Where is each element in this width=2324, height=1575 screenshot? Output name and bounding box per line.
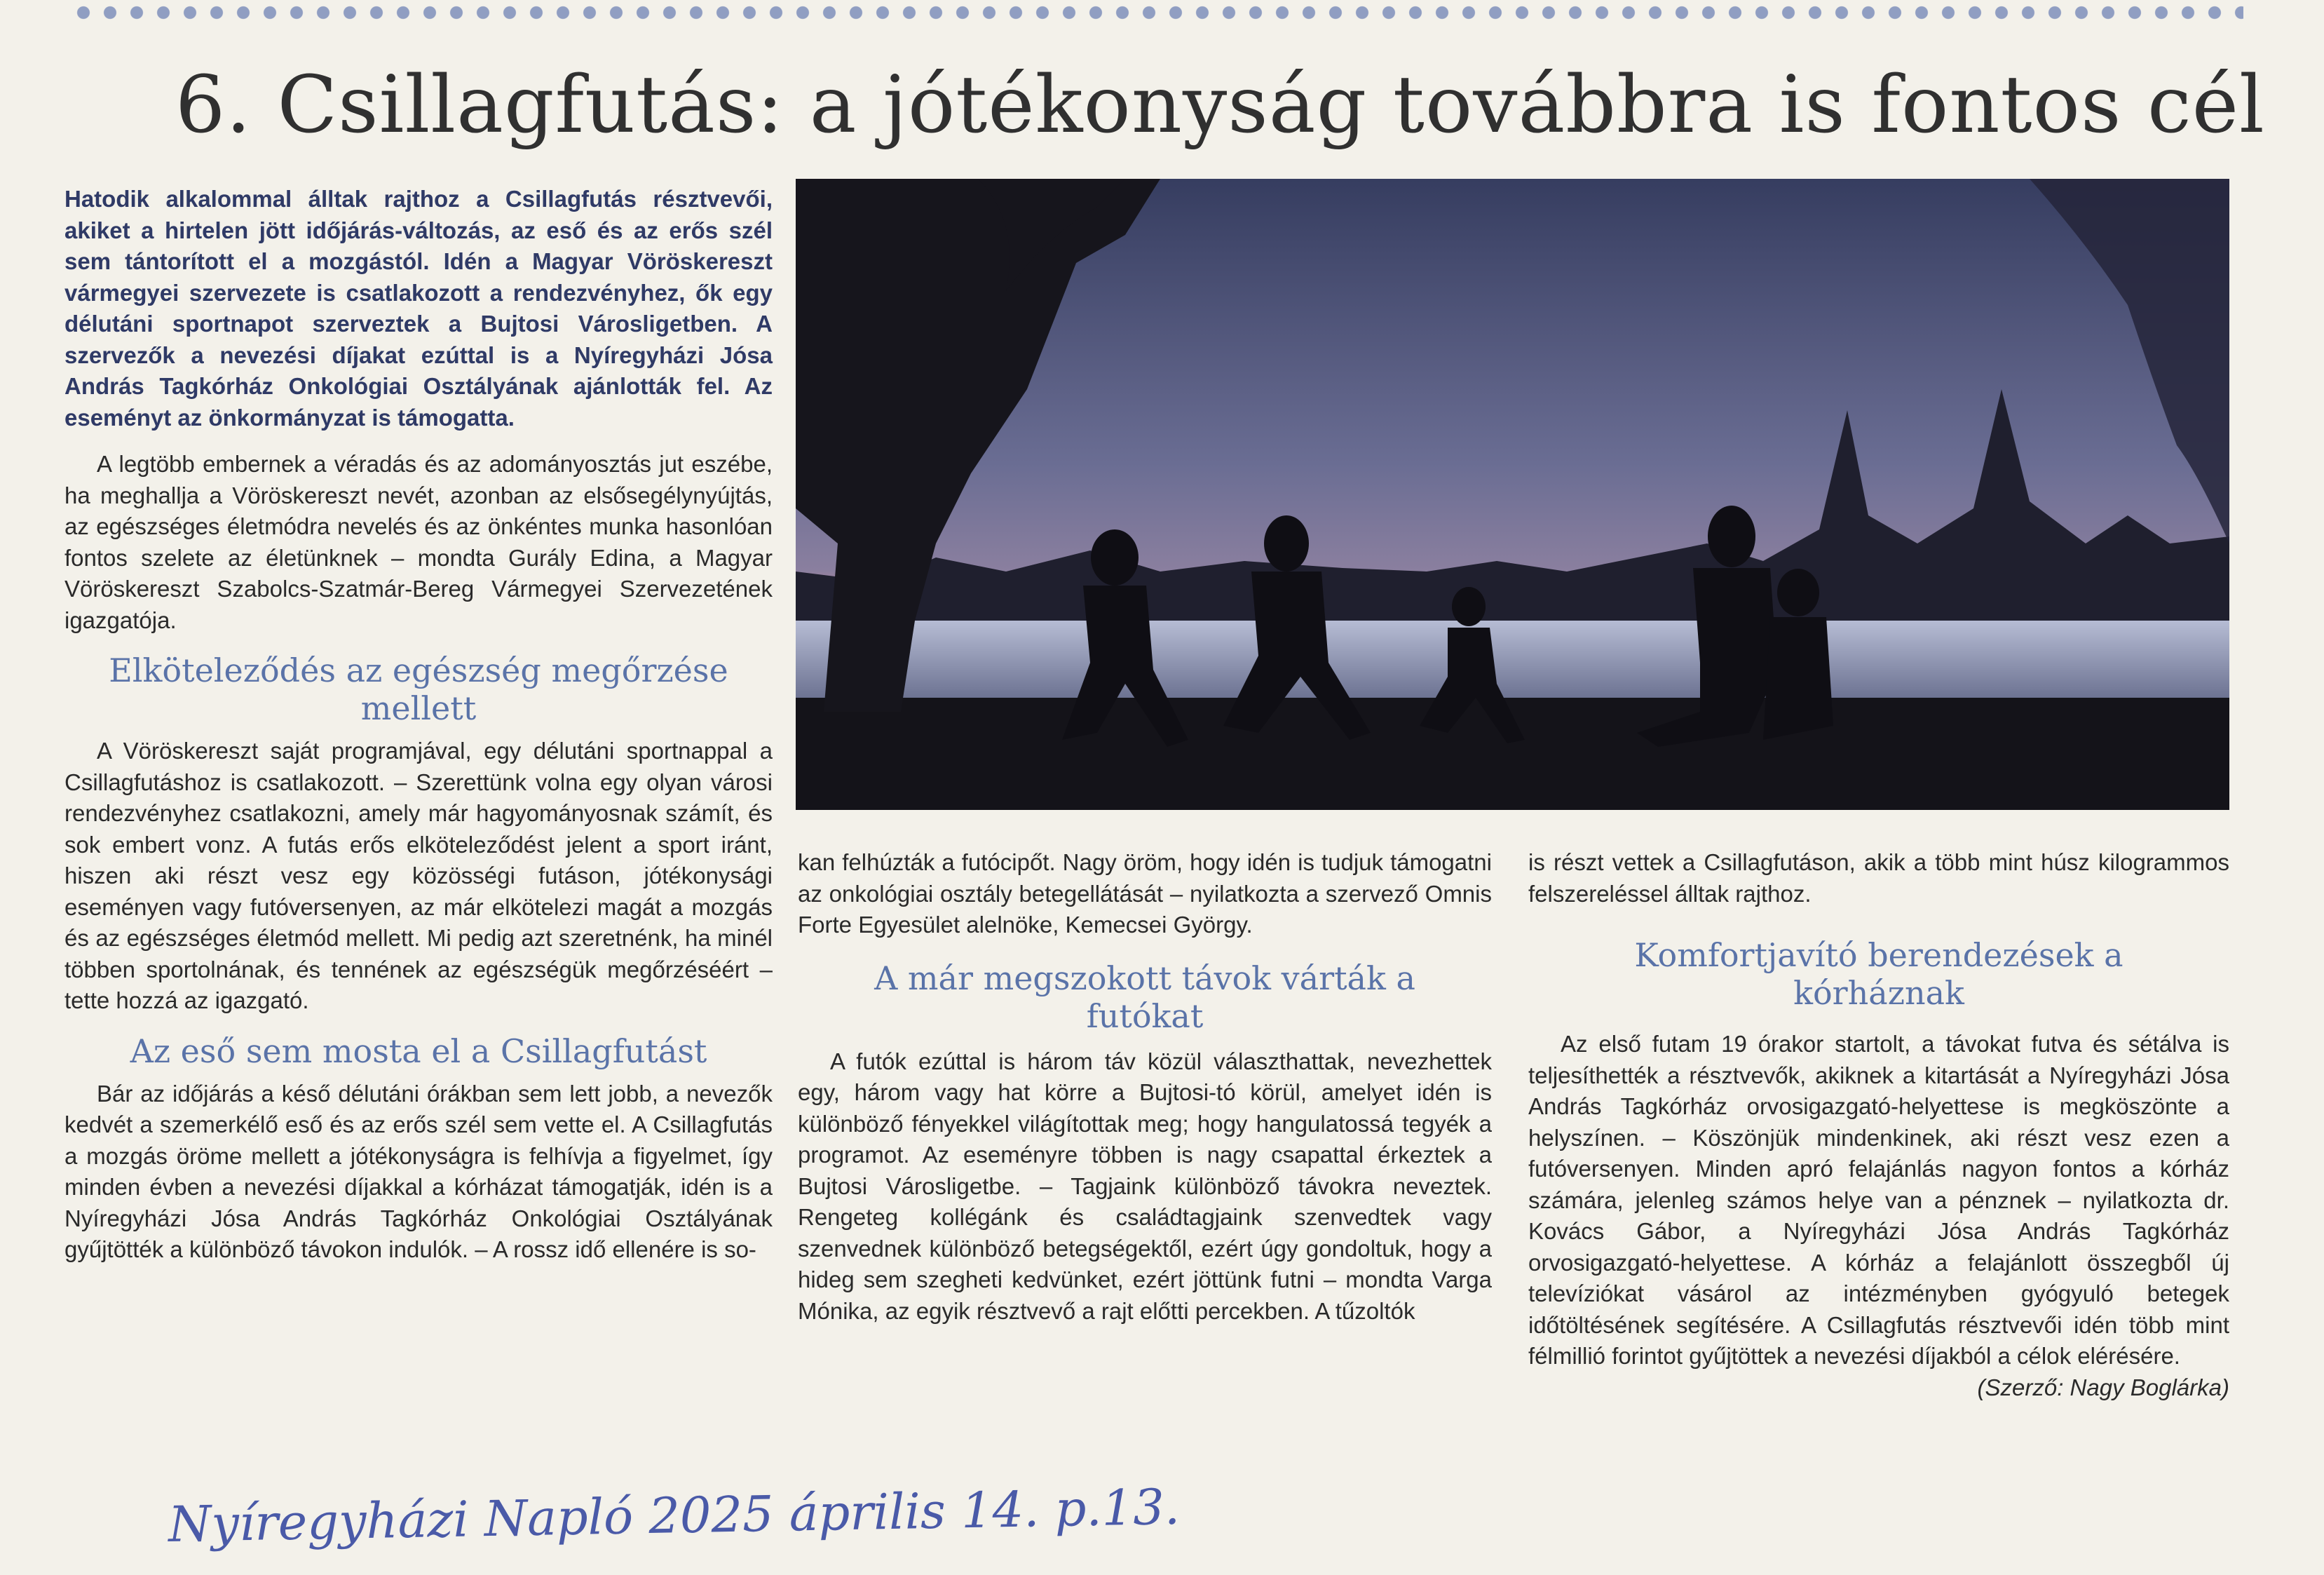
- paragraph-futocipo: kan felhúzták a futócipőt. Nagy öröm, hogy idén is tudjuk támogatni az onkológiai osztály betegellátását – nyilatkozta a szervező Omnis Forte Egyesület alelnöke, Kemecsei György.: [798, 849, 1492, 938]
- photo-illustration: [796, 179, 2229, 810]
- paragraph-elso-futam: Az első futam 19 órakor startolt, a távokat futva és sétálva is teljesíthették a résztvevők, akiknek a kitartását a Nyíregyházi Jósa András Tagkórház orvosigazgató-helyettese is megköszönte a helyszínen. – Köszönjük mindenkinek, aki részt vesz ezen a futóversenyen. Minden apró felajánlás nagyon fontos a kórház számára, jelenleg számos helye van a pénznek – nyilatkozta dr. Kovács Gábor, a Nyíregyházi Jósa András Tagkórház orvosigazgató-helyettese. A kórház a felajánlott összegből új televíziókat vásárol az intézményben gyógyuló betegek időtöltésének segítésére. A Csillagfutás résztvevői idén több mint félmillió forintot gyűjtöttek a nevezési díjakból a célok elérésére.: [1528, 1031, 2229, 1369]
- article-title: 6. Csillagfutás: a jótékonyság továbbra is fontos cél: [175, 60, 2265, 151]
- paragraph-tavok: A futók ezúttal is három táv közül választhattak, nevezhettek egy, három vagy hat körre a Bujtosi-tó körül, amelyet idén is különböző fényekkel világítottak meg; hogy hangulatossá tegyék a programot. Az eseményre többen is nagy csapattal érkeztek a Bujtosi Városligetbe. – Tagjaink különböző távokra neveztek. Rengeteg kollégánk és családtagjaink szenvedtek vagy szenvednek különböző betegségektől, ezért úgy gondoltuk, hogy a hideg sem szegheti kedvünket, ezért jöttünk futni – mondta Varga Mónika, az egyik résztvevő a rajt előtti percekben. A tűzoltók: [798, 1048, 1492, 1324]
- decorative-dot-border: [70, 4, 2243, 21]
- paragraph-vöröskereszt-intro: A legtöbb embernek a véradás és az adományosztás jut eszébe, ha meghallja a Vöröskereszt nevét, azonban az elsősegélynyújtás, az egészséges életmódra nevelés és az önkéntes munka hasonlóan fontos szelete az életünknek – mondta Gurály Edina, a Magyar Vöröskereszt Szabolcs-Szatmár-Bereg Vármegyei Szervezetének igazgatója.: [64, 451, 773, 633]
- runners-at-dusk-photo: [796, 179, 2229, 810]
- paragraph-sportnap: A Vöröskereszt saját programjával, egy délutáni sportnappal a Csillagfutáshoz is csatlakozott. – Szerettünk volna egy olyan városi rendezvényhez csatlakozni, amely már hagyományosnak számít, és sok embert vonz. A futás erős elköteleződést jelent a sport iránt, hiszen aki részt vesz egy közösségi futáson, jótékonysági eseményen vagy futóversenyen, az már elkötelezi magát a mozgás és az egészséges életmód mellett. Mi pedig azt szeretnénk, ha minél többen sportolnának, és tennének az egészségük megőrzéséért – tette hozzá az igazgató.: [64, 738, 773, 1013]
- subheading-tavok: A már megszokott távok várták a futókat: [874, 959, 1415, 1035]
- article-column-2: [798, 847, 1492, 1327]
- subheading-komfort: Komfortjavító berendezések a kórháznak: [1634, 936, 2123, 1012]
- paragraph-idojaras: Bár az időjárás a késő délutáni órákban sem lett jobb, a nevezők kedvét a szemerkélő eső és az erős szél sem vette el. A Csillagfutás a mozgás öröme mellett a jótékonyságra is felhívja a figyelmet, így minden évben a nevezési díjakkal a kórházat támogatják, idén is a Nyíregyházi Jósa András Tagkórház Onkológiai Osztályának gyűjtötték a különböző távokon indulók. – A rossz idő ellenére is so-: [64, 1080, 773, 1262]
- subheading-eso: Az eső sem mosta el a Csillagfutást: [130, 1032, 707, 1070]
- paragraph-tuzoltok: is részt vettek a Csillagfutáson, akik a több mint húsz kilogrammos felszereléssel álltak rajthoz.: [1528, 849, 2229, 907]
- author-credit: (Szerző: Nagy Boglárka): [1977, 1374, 2229, 1400]
- handwritten-source-note: Nyíregyházi Napló 2025 április 14. p.13.: [168, 1478, 1181, 1553]
- article-column-1: [64, 184, 773, 1266]
- article-lead: Hatodik alkalommal álltak rajthoz a Csillagfutás résztvevői, akiket a hirtelen jött időjárás-változás, az eső és az erős szél sem tántorított el a mozgástól. Idén a Magyar Vöröskereszt vármegyei szervezete is csatlakozott a rendezvényhez, ők egy délutáni sportnapot szerveztek a Bujtosi Városligetben. A szervezők a nevezési díjakat ezúttal is a Nyíregyházi Jósa András Tagkórház Onkológiai Osztályának ajánlották fel. Az eseményt az önkormányzat is támogatta.: [64, 186, 773, 431]
- subheading-elkotelezodes: Elköteleződés az egészség megőrzése mellett: [109, 651, 728, 727]
- article-column-3: [1528, 847, 2229, 1403]
